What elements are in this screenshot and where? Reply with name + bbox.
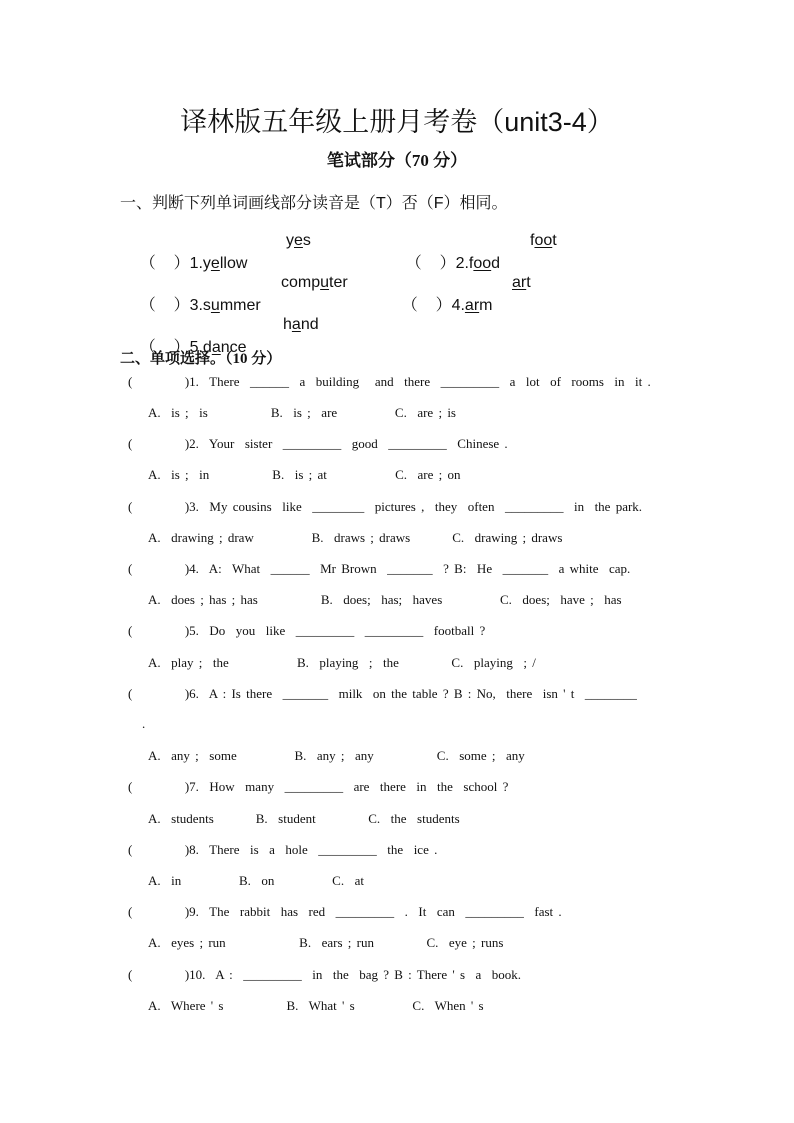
question-5-text: ( )5. Do you like _________ _________ football ? xyxy=(128,623,486,638)
question-2-text: ( )2. Your sister _________ good _________ Chinese . xyxy=(128,436,508,451)
question-3-options: A. drawing ; draw B. draws ; draws C. drawing ; draws xyxy=(148,530,563,545)
part1-item-5-word-2: hand xyxy=(283,316,319,333)
question-8-options: A. in B. on C. at xyxy=(148,873,364,888)
question-6-continuation: . xyxy=(142,716,146,731)
question-4-text: ( )4. A: What ______ Mr Brown _______ ? B: He _______ a white cap. xyxy=(128,561,631,576)
answer-blank[interactable]: （ ） xyxy=(139,297,190,314)
question-7-options: A. students B. student C. the students xyxy=(148,811,460,826)
part1-item-1-word-2: yes xyxy=(286,232,311,249)
page-title: 译林版五年级上册月考卷（unit3-4） xyxy=(180,107,614,137)
question-2-options: A. is ; in B. is ; at C. are ; on xyxy=(148,467,461,482)
question-1-options: A. is ; is B. is ; are C. are ; is xyxy=(148,405,456,420)
item-number: 1. xyxy=(189,255,203,272)
question-8-text: ( )8. There is a hole _________ the ice . xyxy=(128,842,438,857)
part1-item-3-word-2: computer xyxy=(281,274,348,291)
answer-blank[interactable]: （ ） xyxy=(405,255,456,272)
part1-item-2-word-2: foot xyxy=(530,232,557,249)
word-1: dance xyxy=(202,339,247,356)
section-1-heading: 一、判断下列单词画线部分读音是（T）否（F）相同。 xyxy=(120,195,508,212)
item-number: 5. xyxy=(189,339,203,356)
section-2-heading: 二、单项选择。（10 分） xyxy=(120,351,282,367)
word-1: arm xyxy=(464,297,493,314)
question-6-options: A. any ; some B. any ; any C. some ; any xyxy=(148,748,525,763)
question-5-options: A. play ; the B. playing ; the C. playing ; / xyxy=(148,655,536,670)
question-6-text: ( )6. A : Is there _______ milk on the table ? B : No, there isn ' t ________ xyxy=(128,686,637,701)
item-number: 2. xyxy=(455,255,469,272)
question-4-options: A. does ; has ; has B. does; has; haves C. does; have ; has xyxy=(148,592,622,607)
question-9-text: ( )9. The rabbit has red _________ . It can _________ fast . xyxy=(128,904,562,919)
question-7-text: ( )7. How many _________ are there in the school ? xyxy=(128,779,509,794)
question-10-options: A. Where ' s B. What ' s C. When ' s xyxy=(148,998,484,1013)
item-number: 4. xyxy=(451,297,465,314)
word-1: yellow xyxy=(202,255,248,272)
page-subtitle: 笔试部分（70 分） xyxy=(326,151,468,170)
question-3-text: ( )3. My cousins like ________ pictures , they often _________ in the park. xyxy=(128,499,643,514)
answer-blank[interactable]: （ ） xyxy=(401,297,452,314)
question-10-text: ( )10. A : _________ in the bag ? B : There ' s a book. xyxy=(128,967,522,982)
part1-item-4 xyxy=(384,274,492,333)
answer-blank[interactable]: （ ） xyxy=(139,255,190,272)
item-number: 3. xyxy=(189,297,203,314)
question-9-options: A. eyes ; run B. ears ; run C. eye ; runs xyxy=(148,935,504,950)
word-1: summer xyxy=(202,297,261,314)
question-1-text: ( )1. There ______ a building and there _________ a lot of rooms in it . xyxy=(128,374,651,389)
word-1: food xyxy=(468,255,501,272)
answer-blank[interactable]: （ ） xyxy=(139,339,190,356)
part1-item-4-word-2: art xyxy=(512,274,531,291)
